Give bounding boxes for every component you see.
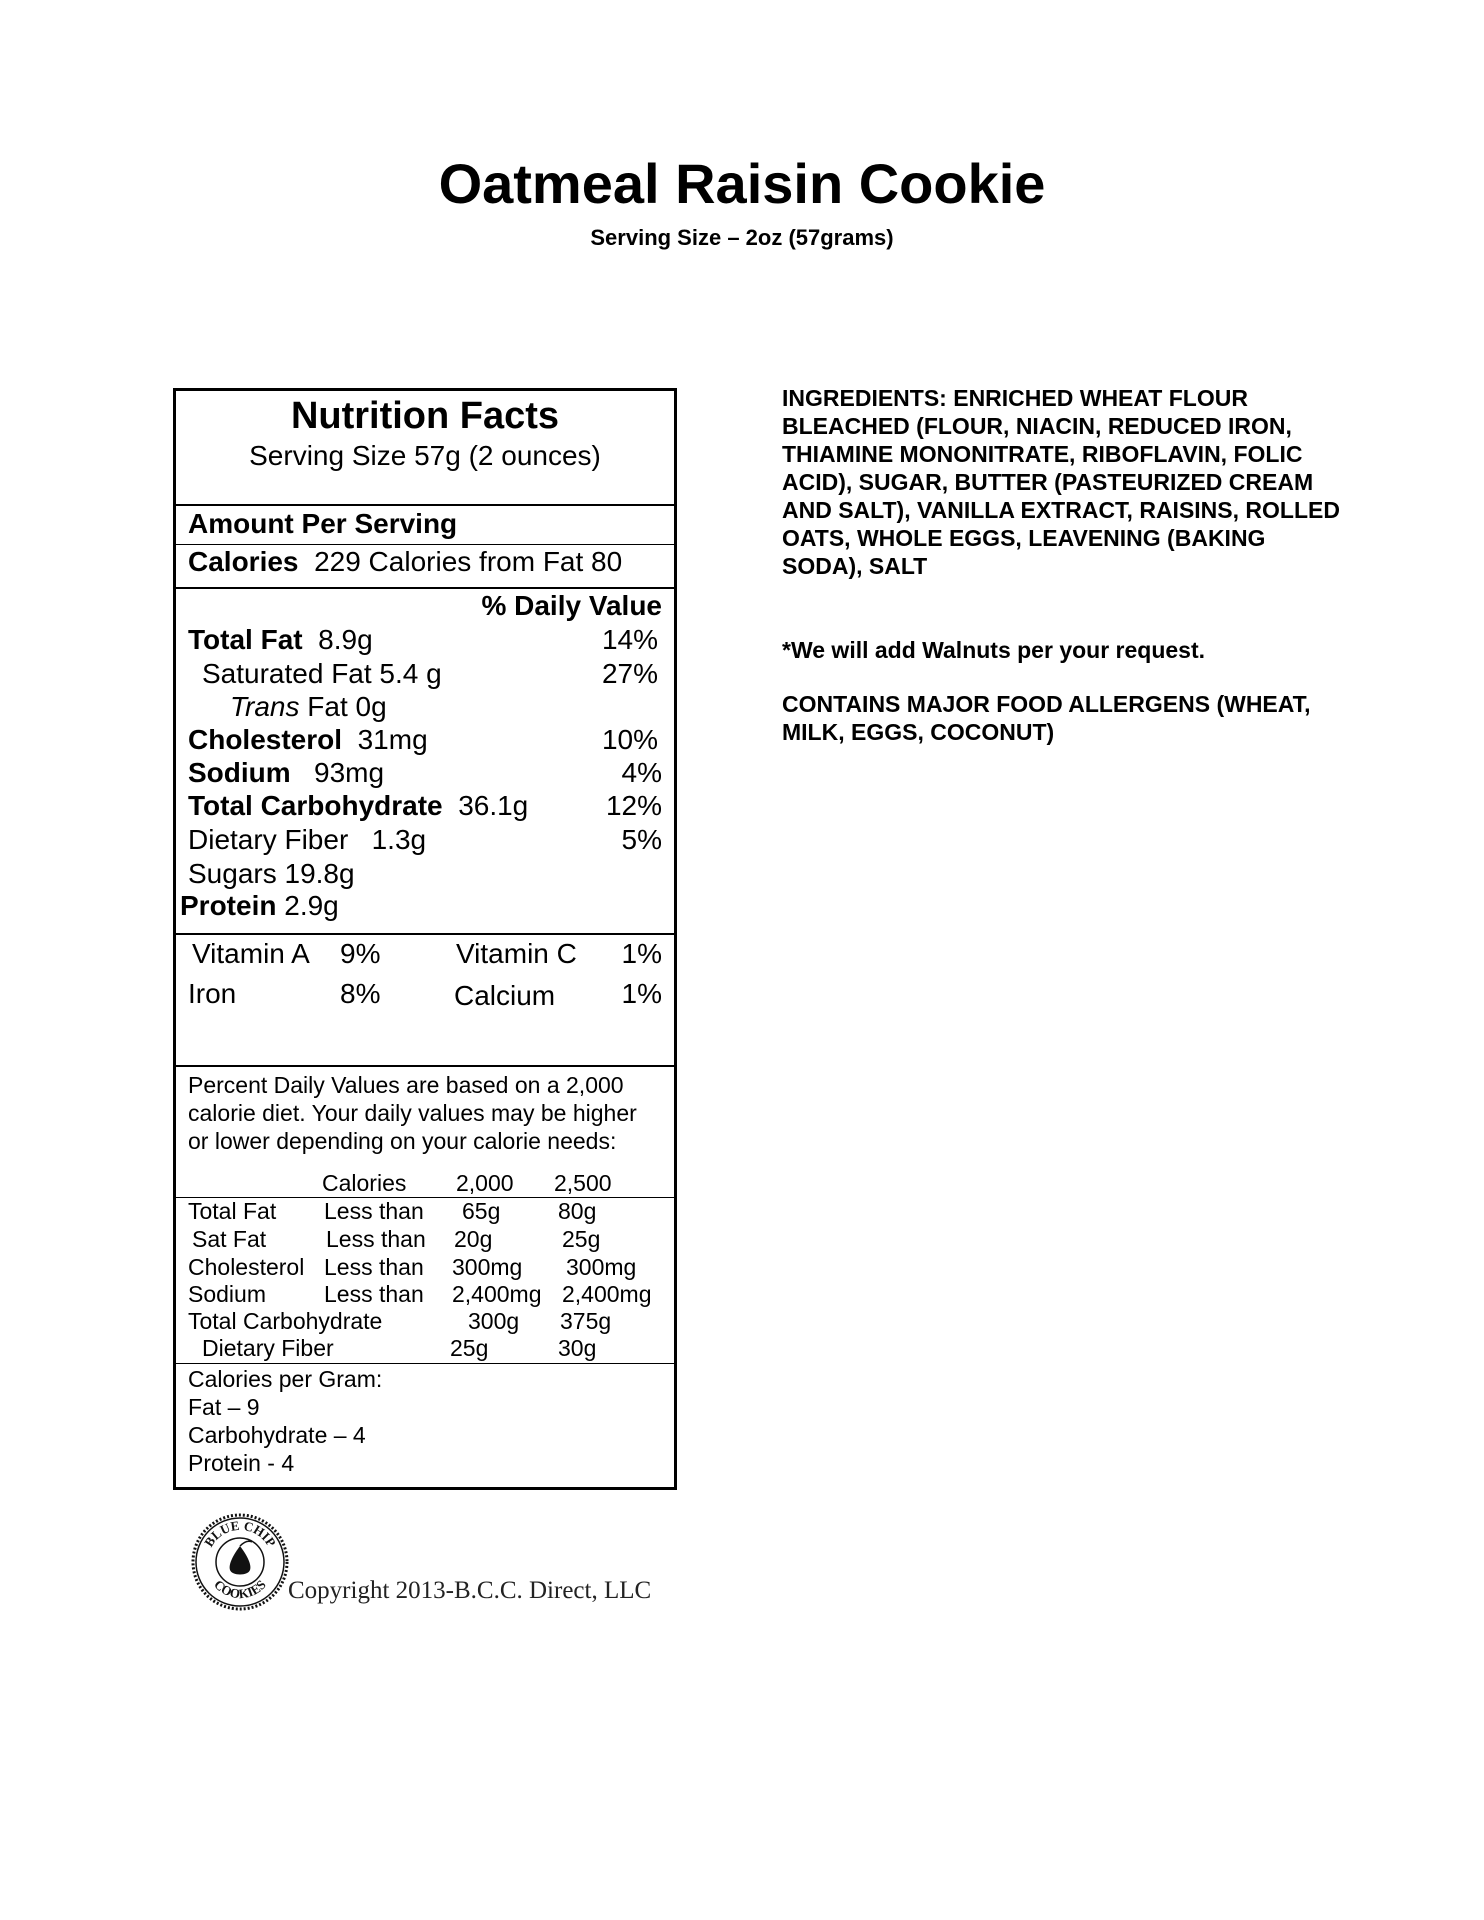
table-nutrient: Cholesterol (188, 1254, 305, 1280)
nutrient-amount: 1.3g (371, 824, 427, 855)
table-nutrient: Total Fat (188, 1198, 277, 1224)
nutrient-label: Dietary Fiber (188, 824, 349, 855)
table-value-2500: 30g (558, 1335, 597, 1361)
divider (176, 1065, 674, 1067)
table-value-2000: 2,400mg (452, 1281, 542, 1307)
cholesterol-dv: 10% (601, 724, 658, 755)
calories-per-gram-carb: Carbohydrate – 4 (188, 1422, 366, 1448)
vitamin-a-label: Vitamin A (192, 938, 310, 969)
nutrient-amount: 31mg (357, 724, 428, 755)
table-value-2500: 80g (558, 1198, 597, 1224)
calories-value: 229 Calories from Fat 80 (314, 546, 623, 577)
nutrient-amount: 2.9g (284, 890, 339, 921)
nutrient-label: Total Carbohydrate (188, 790, 443, 821)
table-nutrient: Sodium (188, 1281, 266, 1307)
calories-per-gram-heading: Calories per Gram: (188, 1366, 383, 1392)
table-value-2000: 65g (462, 1198, 501, 1224)
table-qualifier: Less than (324, 1254, 424, 1280)
blue-chip-cookies-logo (190, 1512, 290, 1612)
table-header-2000: 2,000 (456, 1170, 514, 1196)
calcium-label: Calcium (454, 980, 556, 1011)
sodium-dv: 4% (621, 757, 662, 788)
copyright-text: Copyright 2013-B.C.C. Direct, LLC (288, 1577, 652, 1604)
total-carb-row (188, 789, 528, 823)
table-value-2500: 25g (562, 1226, 601, 1252)
table-qualifier: Less than (324, 1198, 424, 1224)
table-value-2000: 300g (468, 1308, 520, 1334)
svg-text:COOKIES: COOKIES (211, 1576, 269, 1602)
nutrient-label: Total Fat (188, 624, 303, 655)
divider (176, 1363, 674, 1364)
sugars-label: Sugars 19.8g (188, 858, 355, 889)
trans-fat-row (230, 690, 387, 724)
saturated-fat-label: Saturated Fat 5.4 g (202, 658, 442, 689)
dietary-fiber-row (188, 823, 426, 857)
cholesterol-row (188, 723, 428, 757)
nutrient-label: Sodium (188, 757, 291, 788)
divider (176, 504, 674, 506)
allergens-text: CONTAINS MAJOR FOOD ALLERGENS (WHEAT, MILK, EGGS, COCONUT) (782, 691, 1311, 745)
table-value-2000: 20g (454, 1226, 493, 1252)
table-value-2500: 375g (560, 1308, 612, 1334)
divider (176, 933, 674, 935)
iron-value: 8% (340, 978, 381, 1009)
saturated-fat-dv: 27% (601, 658, 658, 689)
chocolate-chip-icon (190, 1512, 290, 1612)
ingredients-text: INGREDIENTS: ENRICHED WHEAT FLOUR BLEACHED (FLOUR, NIACIN, REDUCED IRON, THIAMINE MONONITRATE, RIBOFLAVIN, FOLIC ACID), SUGAR, BUTTER (PASTEURIZED CREAM AND SALT), VANILLA EXTRACT, RAISINS, ROLLED OATS, WHOLE EGGS, LEAVENING (BAKING SODA), SALT (782, 385, 1340, 579)
walnut-note: *We will add Walnuts per your request. (782, 637, 1206, 663)
table-value-2500: 300mg (566, 1254, 637, 1280)
calcium-value: 1% (621, 978, 662, 1009)
nutrient-amount: 8.9g (318, 624, 373, 655)
calories-label: Calories (188, 546, 299, 577)
protein-row (180, 889, 339, 923)
page-title: Oatmeal Raisin Cookie (438, 152, 1046, 215)
table-header-calories: Calories (322, 1170, 407, 1196)
nutrient-amount: 36.1g (458, 790, 529, 821)
nutrition-facts-label (173, 388, 677, 1490)
nutrient-amount: 93mg (314, 757, 385, 788)
vitamin-c-label: Vitamin C (456, 938, 577, 969)
page-subtitle: Serving Size – 2oz (57grams) (590, 225, 894, 250)
total-fat-row (188, 623, 373, 657)
table-value-2000: 300mg (452, 1254, 523, 1280)
vitamin-a-value: 9% (340, 938, 381, 969)
calories-row (188, 545, 622, 579)
label-serving-size: Serving Size 57g (2 ounces) (249, 440, 601, 471)
daily-value-header: % Daily Value (481, 590, 662, 621)
table-qualifier: Less than (326, 1226, 426, 1252)
total-carb-dv: 12% (605, 790, 662, 821)
amount-per-serving: Amount Per Serving (188, 508, 458, 539)
table-nutrient: Dietary Fiber (202, 1335, 334, 1361)
table-nutrient: Sat Fat (192, 1226, 267, 1252)
nutrient-label: Protein (180, 890, 277, 921)
nutrition-facts-heading: Nutrition Facts (290, 395, 560, 437)
calories-per-gram-protein: Protein - 4 (188, 1450, 295, 1476)
total-fat-dv: 14% (601, 624, 658, 655)
dietary-fiber-dv: 5% (621, 824, 662, 855)
vitamin-c-value: 1% (621, 938, 662, 969)
calories-per-gram-fat: Fat – 9 (188, 1394, 260, 1420)
svg-text:BLUE CHIP: BLUE CHIP (201, 1517, 279, 1550)
trans-label: Trans (230, 691, 300, 722)
daily-values-footnote: Percent Daily Values are based on a 2,000 calorie diet. Your daily values may be higher or lower depending on your calorie needs: (188, 1072, 637, 1154)
sodium-row (188, 756, 384, 790)
table-value-2000: 25g (450, 1335, 489, 1361)
table-qualifier: Less than (324, 1281, 424, 1307)
table-nutrient: Total Carbohydrate (188, 1308, 383, 1334)
iron-label: Iron (188, 978, 237, 1009)
table-header-2500: 2,500 (554, 1170, 612, 1196)
table-value-2500: 2,400mg (562, 1281, 652, 1307)
nutrient-label: Cholesterol (188, 724, 343, 755)
trans-fat-value: Fat 0g (307, 691, 387, 722)
